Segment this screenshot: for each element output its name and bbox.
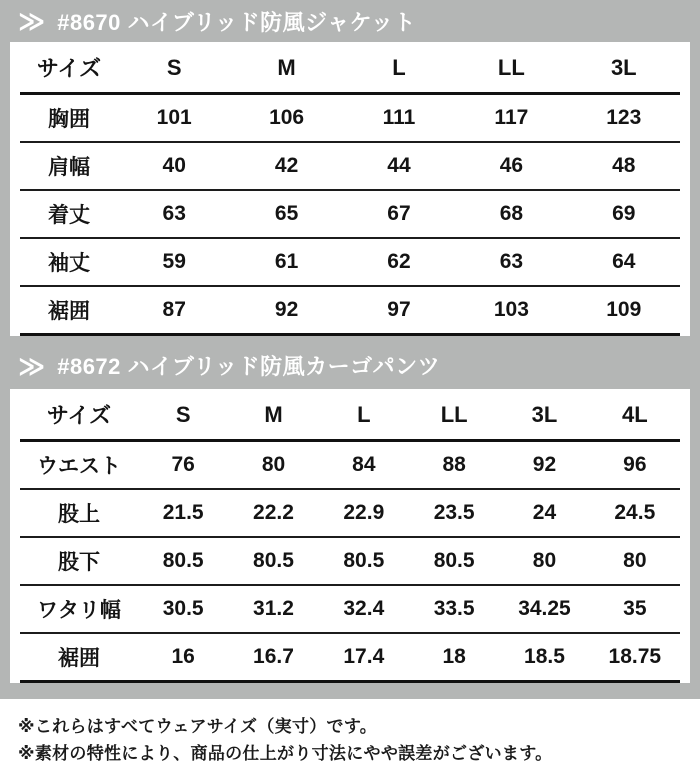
size-label-header: サイズ [20,389,138,441]
measurement-value: 61 [230,238,342,286]
measurement-value: 21.5 [138,489,228,537]
measurement-value: 32.4 [319,585,409,633]
measurement-value: 103 [455,286,567,335]
size-column-header: LL [409,389,499,441]
measurement-value: 17.4 [319,633,409,682]
double-chevron-icon: ≫ [18,6,44,36]
section-header-jacket [0,0,700,42]
table-row [20,441,680,490]
table-row [20,94,680,143]
measurement-value: 96 [590,441,680,490]
measurement-value: 80 [499,537,589,585]
measurement-label: 袖丈 [20,238,118,286]
size-column-header: S [118,42,230,94]
measurement-value: 111 [343,94,455,143]
measurement-value: 92 [499,441,589,490]
measurement-value: 18.75 [590,633,680,682]
size-column-header: LL [455,42,567,94]
measurement-value: 63 [455,238,567,286]
measurement-value: 34.25 [499,585,589,633]
measurement-value: 33.5 [409,585,499,633]
size-column-header: L [343,42,455,94]
table-row [20,238,680,286]
measurement-value: 106 [230,94,342,143]
table-row [20,286,680,335]
double-chevron-icon: ≫ [18,350,44,381]
measurement-value: 64 [568,238,680,286]
measurement-value: 117 [455,94,567,143]
section-header-cargo-pants [0,336,700,389]
size-header-row [20,389,680,441]
size-column-header: M [230,42,342,94]
table-row [20,537,680,585]
table-row [20,633,680,682]
size-column-header: 4L [590,389,680,441]
measurement-value: 69 [568,190,680,238]
measurement-value: 18.5 [499,633,589,682]
table-row [20,190,680,238]
measurement-value: 84 [319,441,409,490]
size-column-header: 3L [499,389,589,441]
measurement-value: 16 [138,633,228,682]
measurement-value: 42 [230,142,342,190]
measurement-label: ウエスト [20,441,138,490]
measurement-label: 胸囲 [20,94,118,143]
measurement-value: 22.2 [228,489,318,537]
measurement-value: 65 [230,190,342,238]
measurement-value: 92 [230,286,342,335]
size-table-panel-cargo-pants [10,389,690,683]
measurement-value: 80.5 [409,537,499,585]
size-table-jacket [20,42,680,336]
measurement-value: 24.5 [590,489,680,537]
measurement-value: 101 [118,94,230,143]
measurement-value: 97 [343,286,455,335]
size-table-cargo-pants [20,389,680,683]
measurement-value: 76 [138,441,228,490]
measurement-value: 80.5 [138,537,228,585]
table-row [20,585,680,633]
measurement-value: 23.5 [409,489,499,537]
measurement-value: 80 [228,441,318,490]
size-table-panel-jacket [10,42,690,336]
measurement-value: 46 [455,142,567,190]
measurement-value: 18 [409,633,499,682]
measurement-value: 16.7 [228,633,318,682]
measurement-value: 67 [343,190,455,238]
size-header-row [20,42,680,94]
measurement-value: 35 [590,585,680,633]
table-row [20,142,680,190]
measurement-label: ワタリ幅 [20,585,138,633]
measurement-value: 48 [568,142,680,190]
measurement-label: 裾囲 [20,633,138,682]
table-row [20,489,680,537]
note-wear-size: ※これらはすべてウェアサイズ（実寸）です。 [18,717,378,736]
measurement-value: 31.2 [228,585,318,633]
note-tolerance: ※素材の特性により、商品の仕上がり寸法にやや誤差がございます。 [18,744,553,763]
size-column-header: L [319,389,409,441]
measurement-value: 59 [118,238,230,286]
measurement-label: 着丈 [20,190,118,238]
measurement-label: 股上 [20,489,138,537]
size-column-header: M [228,389,318,441]
notes-panel [0,699,700,767]
measurement-value: 22.9 [319,489,409,537]
measurement-value: 44 [343,142,455,190]
measurement-value: 80.5 [319,537,409,585]
measurement-value: 30.5 [138,585,228,633]
size-column-header: 3L [568,42,680,94]
measurement-value: 87 [118,286,230,335]
measurement-value: 88 [409,441,499,490]
measurement-label: 肩幅 [20,142,118,190]
measurement-label: 股下 [20,537,138,585]
measurement-value: 80.5 [228,537,318,585]
section-title-jacket: #8670 ハイブリッド防風ジャケット [57,9,417,35]
measurement-value: 123 [568,94,680,143]
measurement-value: 68 [455,190,567,238]
section-cargo-pants [0,336,700,683]
measurement-value: 80 [590,537,680,585]
size-label-header: サイズ [20,42,118,94]
measurement-value: 109 [568,286,680,335]
measurement-value: 63 [118,190,230,238]
size-column-header: S [138,389,228,441]
measurement-label: 裾囲 [20,286,118,335]
section-title-cargo-pants: #8672 ハイブリッド防風カーゴパンツ [57,354,441,379]
measurement-value: 40 [118,142,230,190]
measurement-value: 62 [343,238,455,286]
measurement-value: 24 [499,489,589,537]
section-jacket [0,0,700,336]
